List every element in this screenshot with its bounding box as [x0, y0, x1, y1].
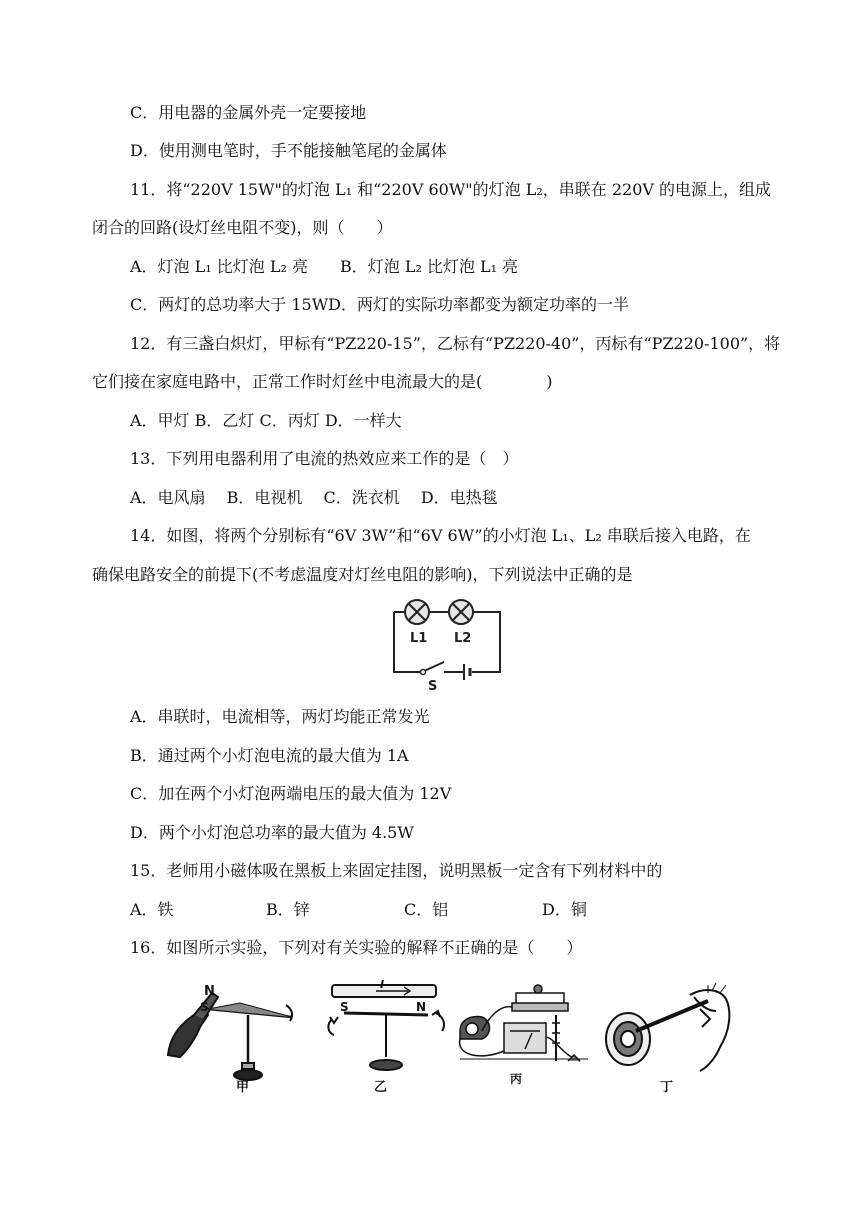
question-15: 15．老师用小磁体吸在黑板上来固定挂图，说明黑板一定含有下列材料中的	[130, 861, 663, 880]
question-15-option-a: A．铁	[130, 900, 174, 919]
experiment-jia	[168, 993, 292, 1080]
option-line: C．用电器的金属外壳一定要接地	[130, 103, 367, 122]
question-14-option-b: B．通过两个小灯泡电流的最大值为 1A	[130, 746, 409, 765]
label-yi: 乙	[374, 1080, 388, 1095]
pole-s-label: S	[200, 1000, 209, 1014]
question-11-line-1: 11．将“220V 15W"的灯泡 L₁ 和“220V 60W"的灯泡 L₂，串联在 220V 的电源上，组成	[130, 180, 772, 199]
current-label: I	[380, 978, 385, 991]
question-11-line-2: 闭合的回路(设灯丝电阻不变)，则（ ）	[92, 218, 393, 237]
question-11-options-1: A．灯泡 L₁ 比灯泡 L₂ 亮 B．灯泡 L₂ 比灯泡 L₁ 亮	[130, 257, 519, 276]
question-12-line-1: 12．有三盏白炽灯，甲标有“PZ220-15”，乙标有“PZ220-40”，丙标有“PZ220-100”，将	[130, 334, 781, 353]
question-14-line-2: 确保电路安全的前提下(不考虑温度对灯丝电阻的影响)，下列说法中正确的是	[92, 565, 633, 584]
lamp-l2-icon	[449, 600, 473, 624]
lamp-l1-icon	[405, 600, 429, 624]
experiment-ding	[606, 983, 729, 1071]
lamp-l2-label: L2	[454, 631, 472, 646]
pole-s-label: S	[340, 1000, 349, 1014]
pole-n-label: N	[204, 984, 215, 999]
pole-n-label: N	[416, 1000, 427, 1014]
question-12-options: A．甲灯 B．乙灯 C．丙灯 D．一样大	[130, 411, 402, 430]
circuit-diagram	[388, 598, 508, 692]
experiments-figure	[160, 975, 750, 1095]
question-14-option-d: D．两个小灯泡总功率的最大值为 4.5W	[130, 823, 414, 842]
question-15-option-c: C．铝	[404, 900, 449, 919]
option-line: D．使用测电笔时，手不能接触笔尾的金属体	[130, 141, 447, 160]
label-bing: 丙	[510, 1072, 523, 1086]
question-14-option-c: C．加在两个小灯泡两端电压的最大值为 12V	[130, 784, 452, 803]
question-11-options-2: C．两灯的总功率大于 15WD．两灯的实际功率都变为额定功率的一半	[130, 295, 629, 314]
question-13: 13．下列用电器利用了电流的热效应来工作的是（ ）	[130, 449, 519, 468]
switch-label: S	[428, 679, 438, 692]
label-ding: 丁	[660, 1080, 674, 1095]
question-15-option-b: B．锌	[266, 900, 310, 919]
label-jia: 甲	[236, 1080, 250, 1095]
experiment-yi	[328, 985, 444, 1070]
question-14-line-1: 14．如图，将两个分别标有“6V 3W”和“6V 6W”的小灯泡 L₁、L₂ 串联后接入电路，在	[130, 526, 751, 545]
question-14-option-a: A．串联时，电流相等，两灯均能正常发光	[130, 707, 430, 726]
question-15-option-d: D．铜	[542, 900, 587, 919]
question-12-line-2: 它们接在家庭电路中，正常工作时灯丝中电流最大的是( )	[92, 372, 553, 391]
question-13-options: A．电风扇 B．电视机 C．洗衣机 D．电热毯	[130, 488, 498, 507]
lamp-l1-label: L1	[410, 631, 428, 646]
question-16: 16．如图所示实验，下列对有关实验的解释不正确的是（ ）	[130, 938, 583, 957]
experiment-bing	[460, 985, 588, 1061]
